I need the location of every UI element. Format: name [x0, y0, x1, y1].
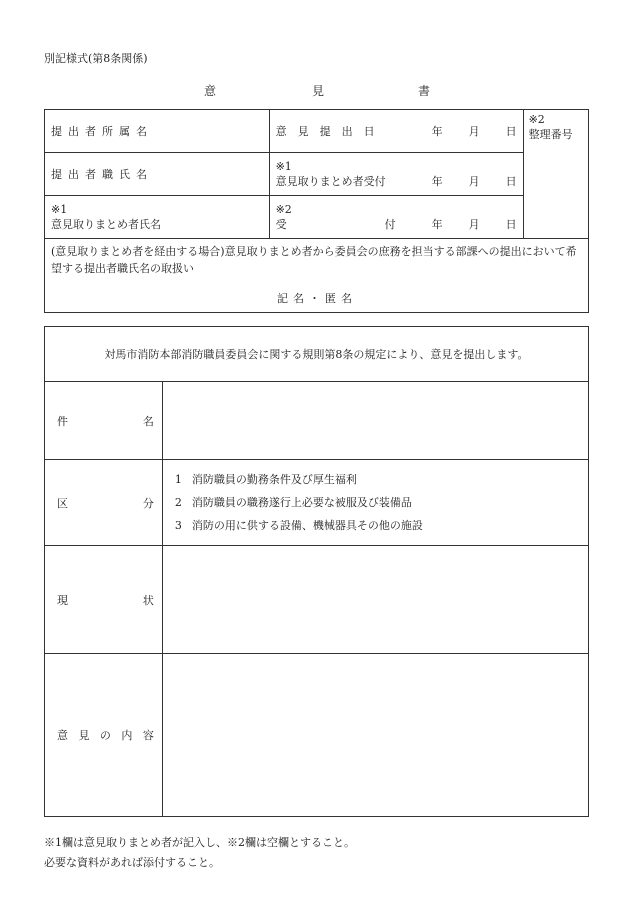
form-reference: 別記様式(第8条関係): [44, 52, 148, 65]
content-label-char: 意: [57, 729, 68, 742]
serial-number-label: 整理番号: [528, 128, 573, 141]
category-option[interactable]: 3 消防の用に供する設備、機械器具その他の施設: [174, 519, 423, 532]
year-label: 年: [431, 125, 443, 138]
category-label-char: 分: [142, 496, 154, 510]
receipt-label-a: 受: [275, 217, 287, 231]
submission-date-label: 意見提出日: [275, 125, 386, 138]
submission-date-cell[interactable]: [269, 110, 523, 153]
day-label: 日: [505, 125, 517, 138]
year-label: 年: [431, 174, 443, 188]
day-label: 日: [505, 174, 517, 188]
compiler-name-label: 意見取りまとめ者氏名: [51, 217, 161, 231]
category-options-cell[interactable]: [162, 460, 588, 546]
status-input-cell[interactable]: [162, 546, 588, 654]
category-label-char: 区: [57, 496, 68, 510]
subject-input-cell[interactable]: [162, 382, 588, 460]
month-label: 月: [468, 217, 480, 231]
name-handling-text: (意見取りまとめ者を経由する場合)意見取りまとめ者から委員会の庶務を担当する部課への提出において希望する提出者職氏名の取扱い: [51, 245, 577, 275]
serial-number-cell[interactable]: [523, 110, 588, 239]
month-label: 月: [468, 174, 480, 188]
name-handling-cell[interactable]: [45, 239, 589, 313]
content-input-cell[interactable]: [162, 654, 588, 817]
title-char: 意: [204, 84, 217, 98]
content-label-char: 内: [121, 729, 133, 742]
compiler-name-cell[interactable]: [45, 196, 270, 239]
category-option[interactable]: 1 消防職員の勤務条件及び厚生福利: [174, 473, 357, 486]
receipt-note: ※2: [275, 202, 292, 216]
compiler-note: ※1: [51, 202, 68, 216]
footnote: ※1欄は意見取りまとめ者が記入し、※2欄は空欄とすること。: [44, 836, 355, 849]
submitter-affiliation-label: 提出者所属名: [51, 125, 153, 138]
name-handling-options: 記名・匿名: [277, 292, 357, 305]
submitter-info-table: [44, 109, 589, 313]
footnotes: [44, 833, 355, 873]
category-option[interactable]: 2 消防職員の職務遂行上必要な被服及び装備品: [174, 496, 412, 509]
subject-label-char: 件: [57, 414, 68, 428]
content-label-char: の: [99, 729, 111, 742]
receipt-label-b: 付: [384, 217, 396, 231]
receipt-cell[interactable]: [269, 196, 523, 239]
footnote: 必要な資料があれば添付すること。: [44, 856, 220, 869]
statement-cell: [45, 327, 589, 382]
serial-note: ※2: [528, 113, 545, 126]
content-label-char: 見: [78, 729, 90, 742]
title-char: 書: [418, 84, 431, 98]
day-label: 日: [505, 217, 517, 231]
reception-note: ※1: [275, 159, 292, 173]
opinion-table: [44, 326, 589, 817]
category-label-cell: [45, 460, 163, 546]
content-label-cell: [45, 654, 163, 817]
submitter-affiliation-cell[interactable]: [45, 110, 270, 153]
reception-cell[interactable]: [269, 153, 523, 196]
status-label-cell: [45, 546, 163, 654]
subject-label-char: 名: [142, 414, 154, 428]
reception-label: 意見取りまとめ者受付: [275, 174, 386, 188]
status-label-char: 状: [142, 593, 154, 607]
content-label-char: 容: [142, 729, 154, 742]
statement-text: 対馬市消防本部消防職員委員会に関する規則第8条の規定により、意見を提出します。: [104, 348, 529, 361]
form-title: [0, 82, 630, 98]
status-label-char: 現: [57, 593, 68, 607]
title-char: 見: [312, 84, 325, 98]
submitter-name-cell[interactable]: [45, 153, 270, 196]
year-label: 年: [431, 217, 443, 231]
month-label: 月: [468, 125, 480, 138]
submitter-name-label: 提出者職氏名: [51, 168, 153, 181]
subject-label-cell: [45, 382, 163, 460]
